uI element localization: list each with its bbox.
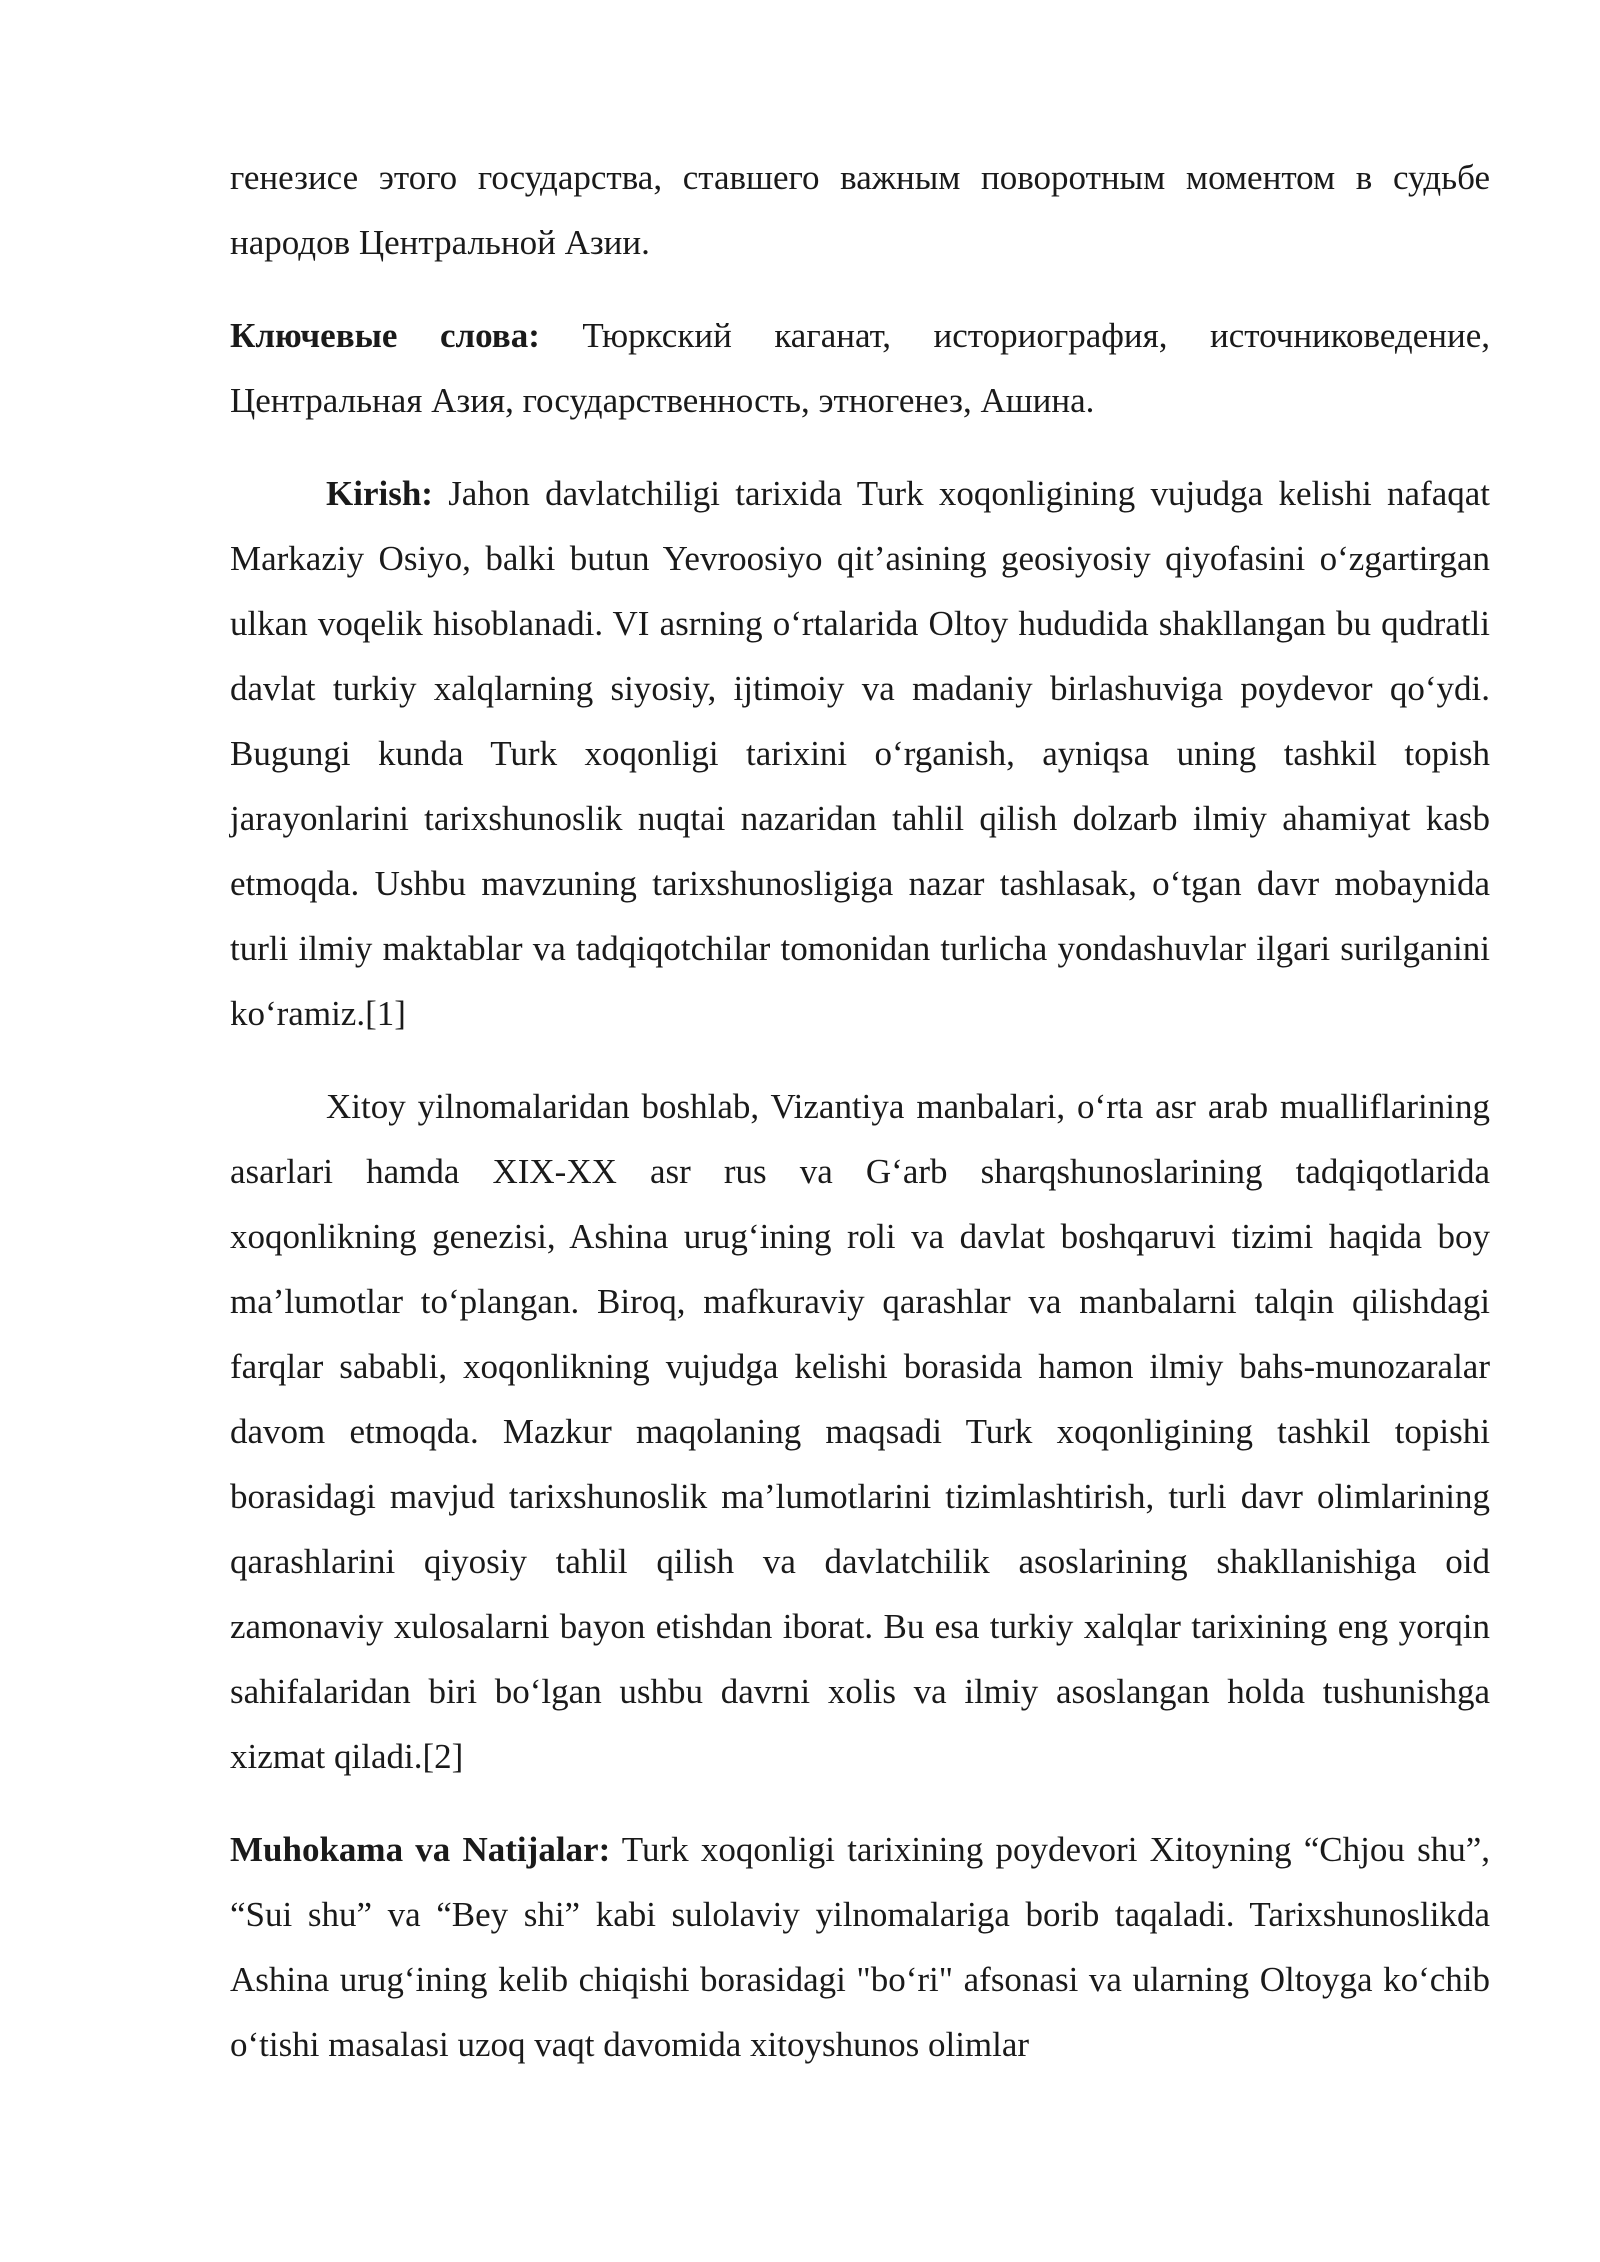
- discussion-text: Turk xoqonligi tarixining poydevori Xitoyning “Chjou shu”, “Sui shu” va “Bey shi” kabi sulolaviy yilnomalariga borib taqaladi. Tarixshunoslikda Ashina urug‘ining kelib chiqishi borasidagi "bo‘ri" afsonasi va ularning Oltoyga ko‘chib o‘tishi masalasi uzoq vaqt davomida xitoyshunos olimlar: [230, 1830, 1490, 2064]
- discussion-label: Muhokama va Natijalar:: [230, 1830, 611, 1869]
- keywords-label: Ключевые слова:: [230, 316, 540, 355]
- paragraph-text: генезисе этого государства, ставшего важным поворотным моментом в судьбе народов Центральной Азии.: [230, 158, 1490, 262]
- paragraph-sources: [230, 1074, 1490, 1789]
- introduction-label: Kirish:: [326, 474, 433, 513]
- keywords-text: Тюркский каганат, историография, источниковедение, Центральная Азия, государственность, этногенез, Ашина.: [230, 316, 1490, 420]
- paragraph-abstract-end: [230, 145, 1490, 275]
- paragraph-keywords: [230, 303, 1490, 433]
- introduction-text: Jahon davlatchiligi tarixida Turk xoqonligining vujudga kelishi nafaqat Markaziy Osiyo, balki butun Yevroosiyo qit’asining geosiyosiy qiyofasini o‘zgartirgan ulkan voqelik hisoblanadi. VI asrning o‘rtalarida Oltoy hududida shakllangan bu qudratli davlat turkiy xalqlarning siyosiy, ijtimoiy va madaniy birlashuviga poydevor qo‘ydi. Bugungi kunda Turk xoqonligi tarixini o‘rganish, ayniqsa uning tashkil topish jarayonlarini tarixshunoslik nuqtai nazaridan tahlil qilish dolzarb ilmiy ahamiyat kasb etmoqda. Ushbu mavzuning tarixshunosligiga nazar tashlasak, o‘tgan davr mobaynida turli ilmiy maktablar va tadqiqotchilar tomonidan turlicha yondashuvlar ilgari surilganini ko‘ramiz.[1]: [230, 474, 1490, 1033]
- paragraph-text: Xitoy yilnomalaridan boshlab, Vizantiya manbalari, o‘rta asr arab mualliflarining asarlari hamda XIX-XX asr rus va G‘arb sharqshunoslarining tadqiqotlarida xoqonlikning genezisi, Ashina urug‘ining roli va davlat boshqaruvi tizimi haqida boy ma’lumotlar to‘plangan. Biroq, mafkuraviy qarashlar va manbalarni talqin qilishdagi farqlar sababli, xoqonlikning vujudga kelishi borasida hamon ilmiy bahs-munozaralar davom etmoqda. Mazkur maqolaning maqsadi Turk xoqonligining tashkil topishi borasidagi mavjud tarixshunoslik ma’lumotlarini tizimlashtirish, turli davr olimlarining qarashlarini qiyosiy tahlil qilish va davlatchilik asoslarining shakllanishiga oid zamonaviy xulosalarni bayon etishdan iborat. Bu esa turkiy xalqlar tarixining eng yorqin sahifalaridan biri bo‘lgan ushbu davrni xolis va ilmiy asoslangan holda tushunishga xizmat qiladi.[2]: [230, 1087, 1490, 1776]
- document-page: [230, 145, 1490, 2105]
- paragraph-discussion: [230, 1817, 1490, 2077]
- paragraph-introduction: [230, 461, 1490, 1046]
